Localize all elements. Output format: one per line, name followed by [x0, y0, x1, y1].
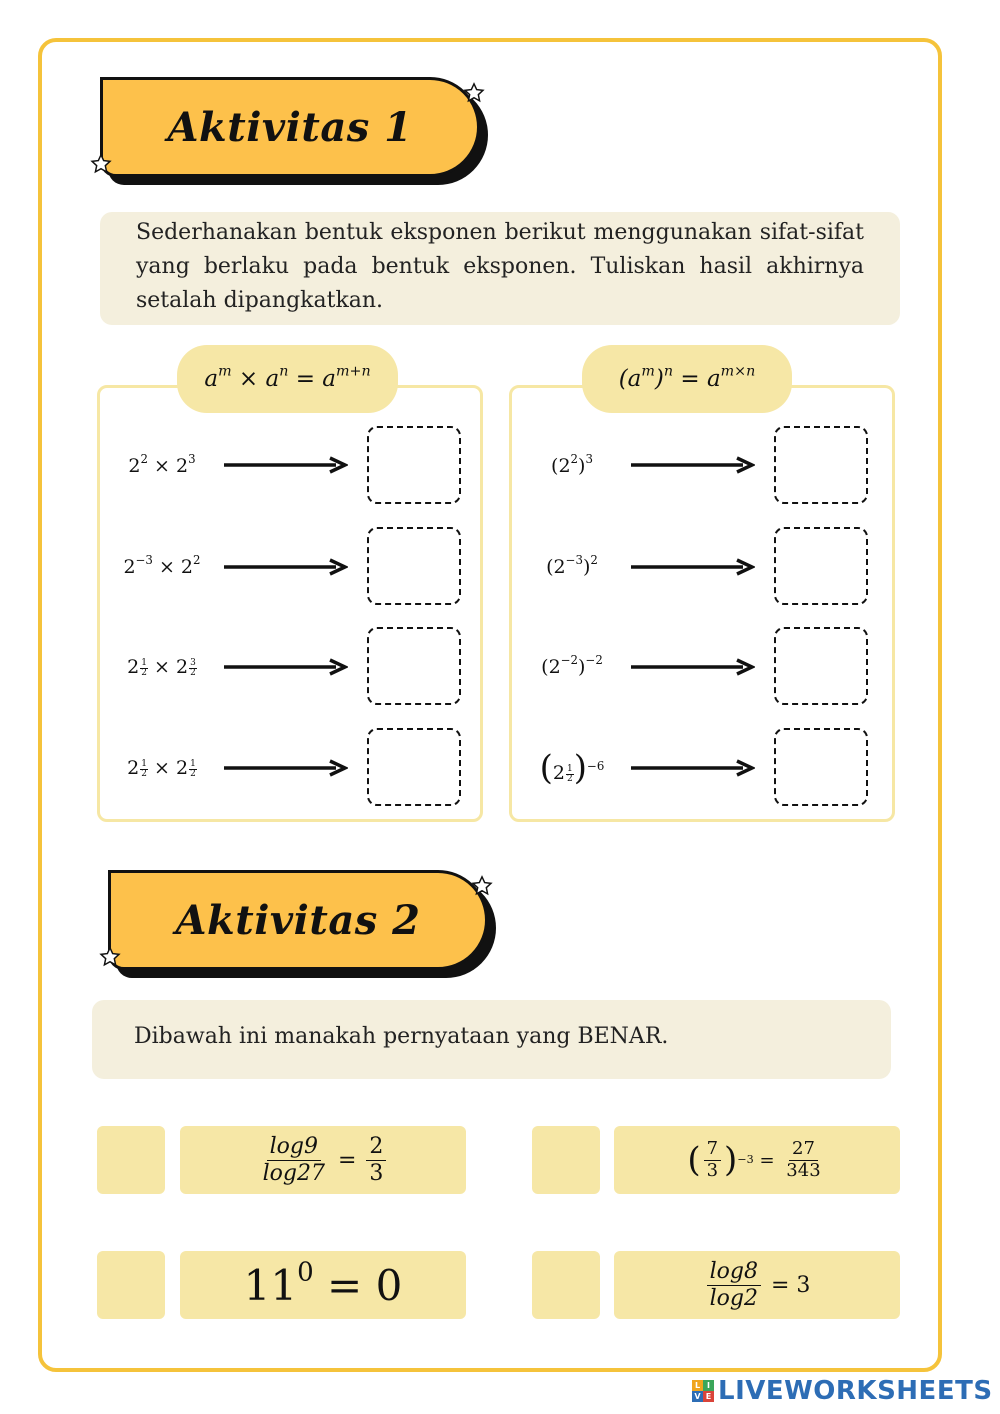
arrow-right-icon — [631, 657, 755, 677]
left-item-4: 2 $\frac{1}{2}$ × 2 $\frac{1}{2}$ — [127, 757, 196, 779]
statement-4: $\frac{\log 8}{\log 2}$ = 3 — [614, 1251, 900, 1319]
activity1-instruction-text: Sederhanakan bentuk eksponen berikut menggunakan sifat-sifat yang berlaku pada bentuk eksponen. Tuliskan hasil akhirnya setalah dipangkatkan. — [136, 220, 864, 313]
activity2-title: Aktivitas 2 — [175, 896, 421, 944]
activity1-title: Aktivitas 1 — [167, 103, 413, 151]
arrow-right-icon — [224, 455, 348, 475]
arrow-right-icon — [631, 455, 755, 475]
answer-input-right-4[interactable] — [774, 728, 868, 806]
left-item-3: 2 $\frac{1}{2}$ × 2 $\frac{3}{2}$ — [127, 656, 196, 678]
left-item-1: $2^2 \times 2^3$ — [128, 452, 196, 477]
activity1-instruction — [100, 212, 900, 325]
checkbox-statement-2[interactable] — [532, 1126, 600, 1194]
activity2-instruction — [92, 1000, 891, 1079]
right-item-1: $(2^2)^3$ — [551, 452, 593, 477]
answer-input-left-1[interactable] — [367, 426, 461, 504]
answer-input-left-2[interactable] — [367, 527, 461, 605]
arrow-right-icon — [224, 758, 348, 778]
checkbox-statement-3[interactable] — [97, 1251, 165, 1319]
left-item-2: $2^{-3} \times 2^2$ — [123, 553, 201, 578]
answer-input-left-3[interactable] — [367, 627, 461, 705]
arrow-right-icon — [631, 557, 755, 577]
activity2-instruction-text: Dibawah ini manakah pernyataan yang BENAR. — [134, 1024, 669, 1049]
product-rule-formula: $a^m \times a^n = a^{m+n}$ — [204, 363, 371, 392]
answer-input-left-4[interactable] — [367, 728, 461, 806]
product-rule-pill — [177, 345, 398, 413]
answer-input-right-3[interactable] — [774, 627, 868, 705]
arrow-right-icon — [224, 557, 348, 577]
logo-text: LIVEWORKSHEETS — [718, 1376, 993, 1406]
star-icon — [90, 153, 112, 175]
logo-mark-icon: L I V E — [692, 1380, 714, 1402]
activity2-banner — [108, 870, 492, 974]
right-item-2: $(2^{-3})^2$ — [546, 553, 598, 578]
liveworksheets-logo — [692, 1376, 993, 1406]
arrow-right-icon — [224, 657, 348, 677]
star-icon — [99, 946, 121, 968]
arrow-right-icon — [631, 758, 755, 778]
checkbox-statement-4[interactable] — [532, 1251, 600, 1319]
statement-3: $11^0 = 0$ — [180, 1251, 466, 1319]
power-rule-formula: $(a^m)^n = a^{m\times n}$ — [618, 363, 756, 392]
star-icon — [463, 82, 485, 104]
power-rule-pill — [582, 345, 792, 413]
statement-2: ( $\frac{7}{3}$ ) −3 = $\frac{27}{343}$ — [614, 1126, 900, 1194]
right-item-4: (2 $\frac{1}{2}$ )$^{-6}$ — [539, 748, 605, 788]
answer-input-right-1[interactable] — [774, 426, 868, 504]
statement-1: $\frac{\log 9}{\log 27}$ = $\frac{2}{3}$ — [180, 1126, 466, 1194]
star-icon — [471, 875, 493, 897]
activity1-banner — [100, 77, 484, 181]
answer-input-right-2[interactable] — [774, 527, 868, 605]
checkbox-statement-1[interactable] — [97, 1126, 165, 1194]
right-item-3: $(2^{-2})^{-2}$ — [541, 653, 603, 678]
